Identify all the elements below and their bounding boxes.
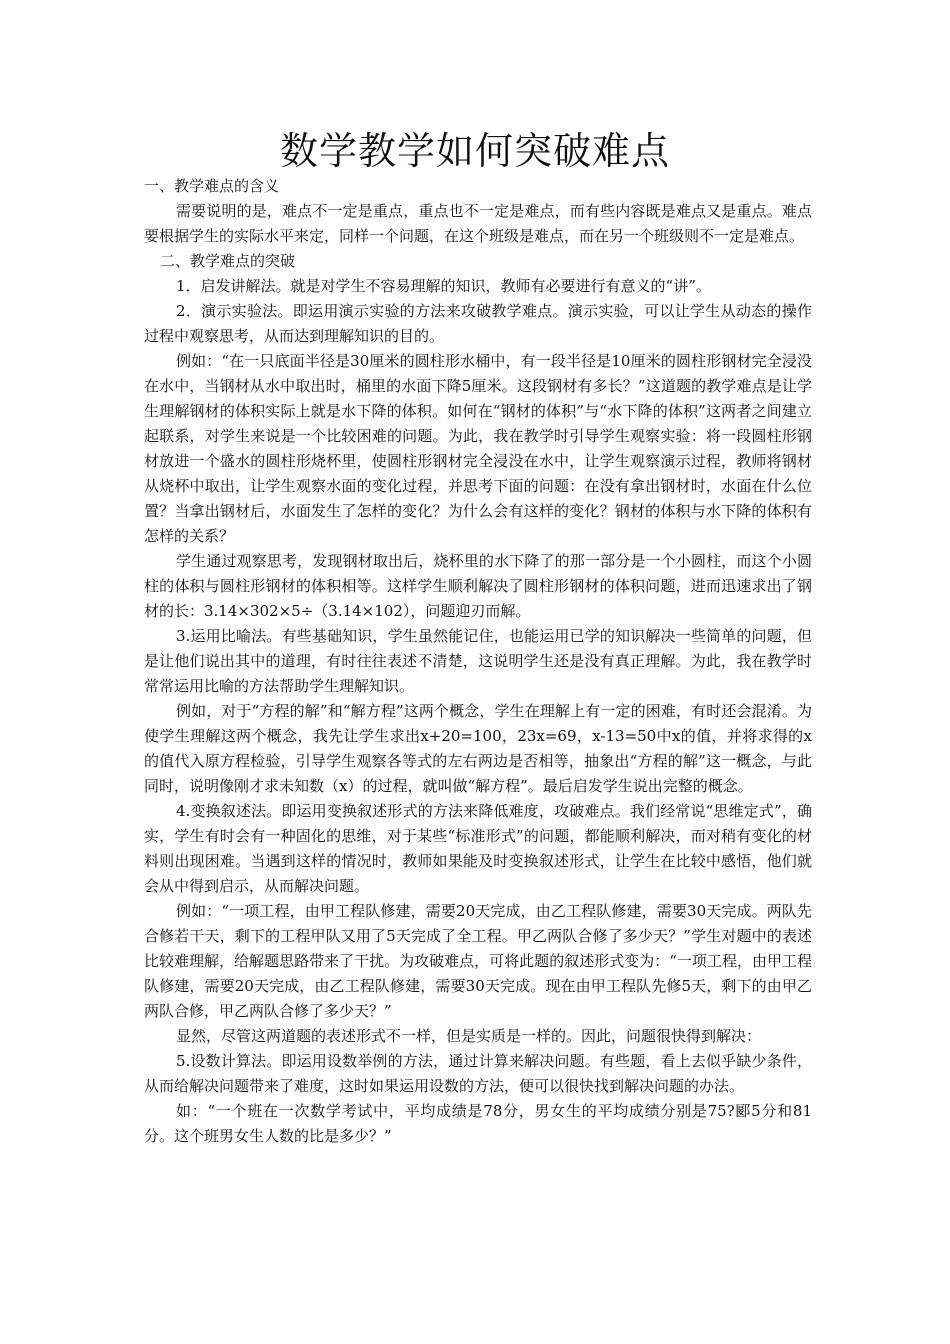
- paragraph: 学生通过观察思考，发现钢材取出后，烧杯里的水下降了的那一部分是一个小圆柱，而这个小圆柱的体积与圆柱形钢材的体积相等。这样学生顺利解决了圆柱形钢材的体积问题，进而迅速求出了钢材的长：3.14×302×5÷（3.14×102），问题迎刃而解。: [144, 552, 812, 620]
- document-body: [144, 174, 812, 1149]
- paragraph: 3.运用比喻法。有些基础知识，学生虽然能记住，也能运用已学的知识解决一些简单的问题，但是让他们说出其中的道理，有时往往表述不清楚，这说明学生还是没有真正理解。为此，我在教学时常常运用比喻的方法帮助学生理解知识。: [144, 627, 812, 695]
- paragraph: 需要说明的是，难点不一定是重点，重点也不一定是难点，而有些内容既是难点又是重点。难点要根据学生的实际水平来定，同样一个问题，在这个班级是难点，而在另一个班级则不一定是难点。: [144, 202, 812, 245]
- section-heading-1: 一、教学难点的含义: [144, 177, 280, 195]
- paragraph: 4.变换叙述法。即运用变换叙述形式的方法来降低难度，攻破难点。我们经常说“思维定式”，确实，学生有时会有一种固化的思维，对于某些“标准形式”的问题，都能顺利解决，而对稍有变化的材料则出现困难。当遇到这样的情况时，教师如果能及时变换叙述形式，让学生在比较中感悟，他们就会从中得到启示，从而解决问题。: [144, 802, 812, 895]
- paragraph: 5.设数计算法。即运用设数举例的方法，通过计算来解决问题。有些题，看上去似乎缺少条件，从而给解决问题带来了难度，这时如果运用设数的方法，便可以很快找到解决问题的办法。: [144, 1052, 812, 1095]
- section-heading-2: 二、教学难点的突破: [160, 252, 296, 270]
- paragraph: 例如，对于“方程的解”和“解方程”这两个概念，学生在理解上有一定的困难，有时还会混淆。为使学生理解这两个概念，我先让学生求出x+20=100，23x=69，x-13=50中x的值，并将求得的x的值代入原方程检验，引导学生观察各等式的左右两边是否相等，抽象出“方程的解”这一概念，与此同时，说明像刚才求未知数（x）的过程，就叫做“解方程”。最后启发学生说出完整的概念。: [144, 702, 812, 795]
- paragraph: 例如：“一项工程，由甲工程队修建，需要20天完成，由乙工程队修建，需要30天完成。两队先合修若干天，剩下的工程甲队又用了5天完成了全工程。甲乙两队合修了多少天？”学生对题中的表述比较难理解，给解题思路带来了干扰。为攻破难点，可将此题的叙述形式变为：“一项工程，由甲工程队修建，需要20天完成，由乙工程队修建，需要30天完成。现在由甲工程队先修5天，剩下的由甲乙两队合修，甲乙两队合修了多少天？”: [144, 902, 812, 1020]
- paragraph: 如：“一个班在一次数学考试中，平均成绩是78分，男女生的平均成绩分别是75?郾5分和81分。这个班男女生人数的比是多少？”: [144, 1102, 812, 1145]
- document-title: 数学教学如何突破难点: [279, 129, 670, 173]
- paragraph: 2．演示实验法。即运用演示实验的方法来攻破教学难点。演示实验，可以让学生从动态的操作过程中观察思考，从而达到理解知识的目的。: [144, 302, 812, 345]
- paragraph: 1．启发讲解法。就是对学生不容易理解的知识，教师有必要进行有意义的“讲”。: [176, 277, 711, 295]
- paragraph: 显然，尽管这两道题的表述形式不一样，但是实质是一样的。因此，问题很快得到解决：: [176, 1027, 762, 1045]
- paragraph: 例如：“在一只底面半径是30厘米的圆柱形水桶中，有一段半径是10厘米的圆柱形钢材完全浸没在水中，当钢材从水中取出时，桶里的水面下降5厘米。这段钢材有多长？”这道题的教学难点是让学生理解钢材的体积实际上就是水下降的体积。如何在“钢材的体积”与“水下降的体积”这两者之间建立起联系，对学生来说是一个比较困难的问题。为此，我在教学时引导学生观察实验：将一段圆柱形钢材放进一个盛水的圆柱形烧杯里，使圆柱形钢材完全浸没在水中，让学生观察演示过程，教师将钢材从烧杯中取出，让学生观察水面的变化过程，并思考下面的问题：在没有拿出钢材时，水面在什么位置？当拿出钢材后，水面发生了怎样的变化？为什么会有这样的变化？钢材的体积与水下降的体积有怎样的关系？: [144, 352, 812, 545]
